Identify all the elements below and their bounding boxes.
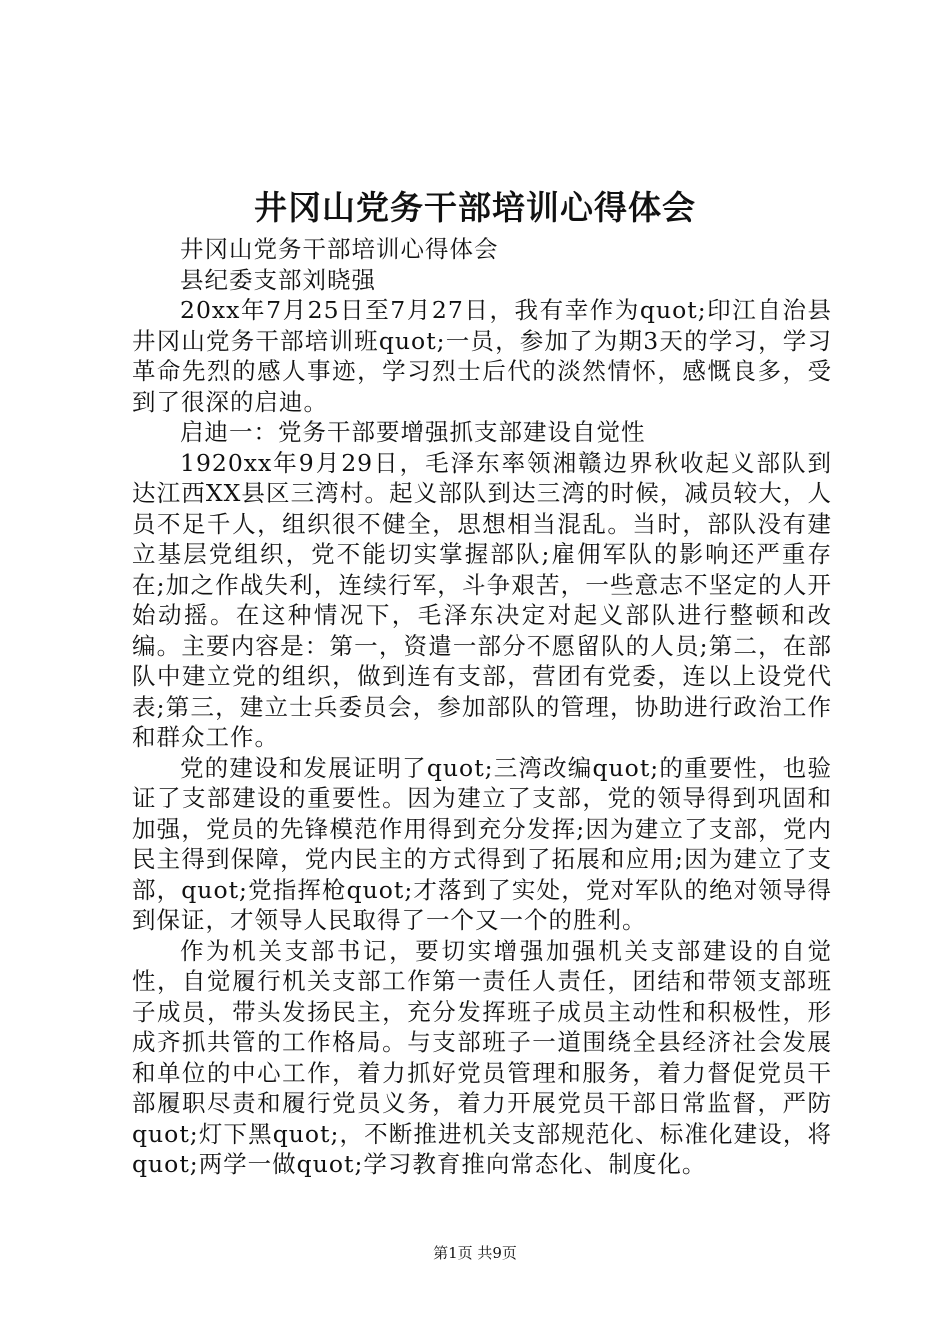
- paragraph-history: 1920xx年9月29日，毛泽东率领湘赣边界秋收起义部队到达江西XX县区三湾村。起义部队到达三湾的时候，减员较大，人员不足千人，组织很不健全，思想相当混乱。当时，部队没有建立基层党组织，党不能切实掌握部队;雇佣军队的影响还严重存在;加之作战失利，连续行军，斗争艰苦，一些意志不坚定的人开始动摇。在这种情况下，毛泽东决定对起义部队进行整顿和改编。主要内容是：第一，资遣一部分不愿留队的人员;第二，在部队中建立党的组织，做到连有支部，营团有党委，连以上设党代表;第三，建立士兵委员会，参加部队的管理，协助进行政治工作和群众工作。: [132, 448, 832, 751]
- paragraph-responsibility: 作为机关支部书记，要切实增强加强机关支部建设的自觉性，自觉履行机关支部工作第一责任人责任，团结和带领支部班子成员，带头发扬民主，充分发挥班子成员主动性和积极性，形成齐抓共管的工作格局。与支部班子一道围绕全县经济社会发展和单位的中心工作，着力抓好党员管理和服务，着力督促党员干部履职尽责和履行党员义务，着力开展党员干部日常监督，严防quot;灯下黑quot;，不断推进机关支部规范化、标准化建设，将quot;两学一做quot;学习教育推向常态化、制度化。: [132, 936, 832, 1178]
- paragraph-author: 县纪委支部刘晓强: [180, 265, 376, 294]
- document-title: 井冈山党务干部培训心得体会: [254, 188, 696, 227]
- paragraph-intro: 20xx年7月25日至7月27日，我有幸作为quot;印江自治县井冈山党务干部培训班quot;一员，参加了为期3天的学习，学习革命先烈的感人事迹，学习烈士后代的淡然情怀，感慨良多，受到了很深的启迪。: [132, 296, 832, 416]
- page-footer: 第1页 共9页: [433, 1244, 517, 1262]
- document-body: [132, 234, 832, 1180]
- paragraph-subtitle: 井冈山党务干部培训心得体会: [180, 235, 499, 263]
- paragraph-section-heading: 启迪一：党务干部要增强抓支部建设自觉性: [180, 418, 646, 446]
- paragraph-significance: 党的建设和发展证明了quot;三湾改编quot;的重要性，也验证了支部建设的重要性。因为建立了支部，党的领导得到巩固和加强，党员的先锋模范作用得到充分发挥;因为建立了支部，党内民主得到保障，党内民主的方式得到了拓展和应用;因为建立了支部，quot;党指挥枪quot;才落到了实处，党对军队的绝对领导得到保证，才领导人民取得了一个又一个的胜利。: [132, 753, 832, 934]
